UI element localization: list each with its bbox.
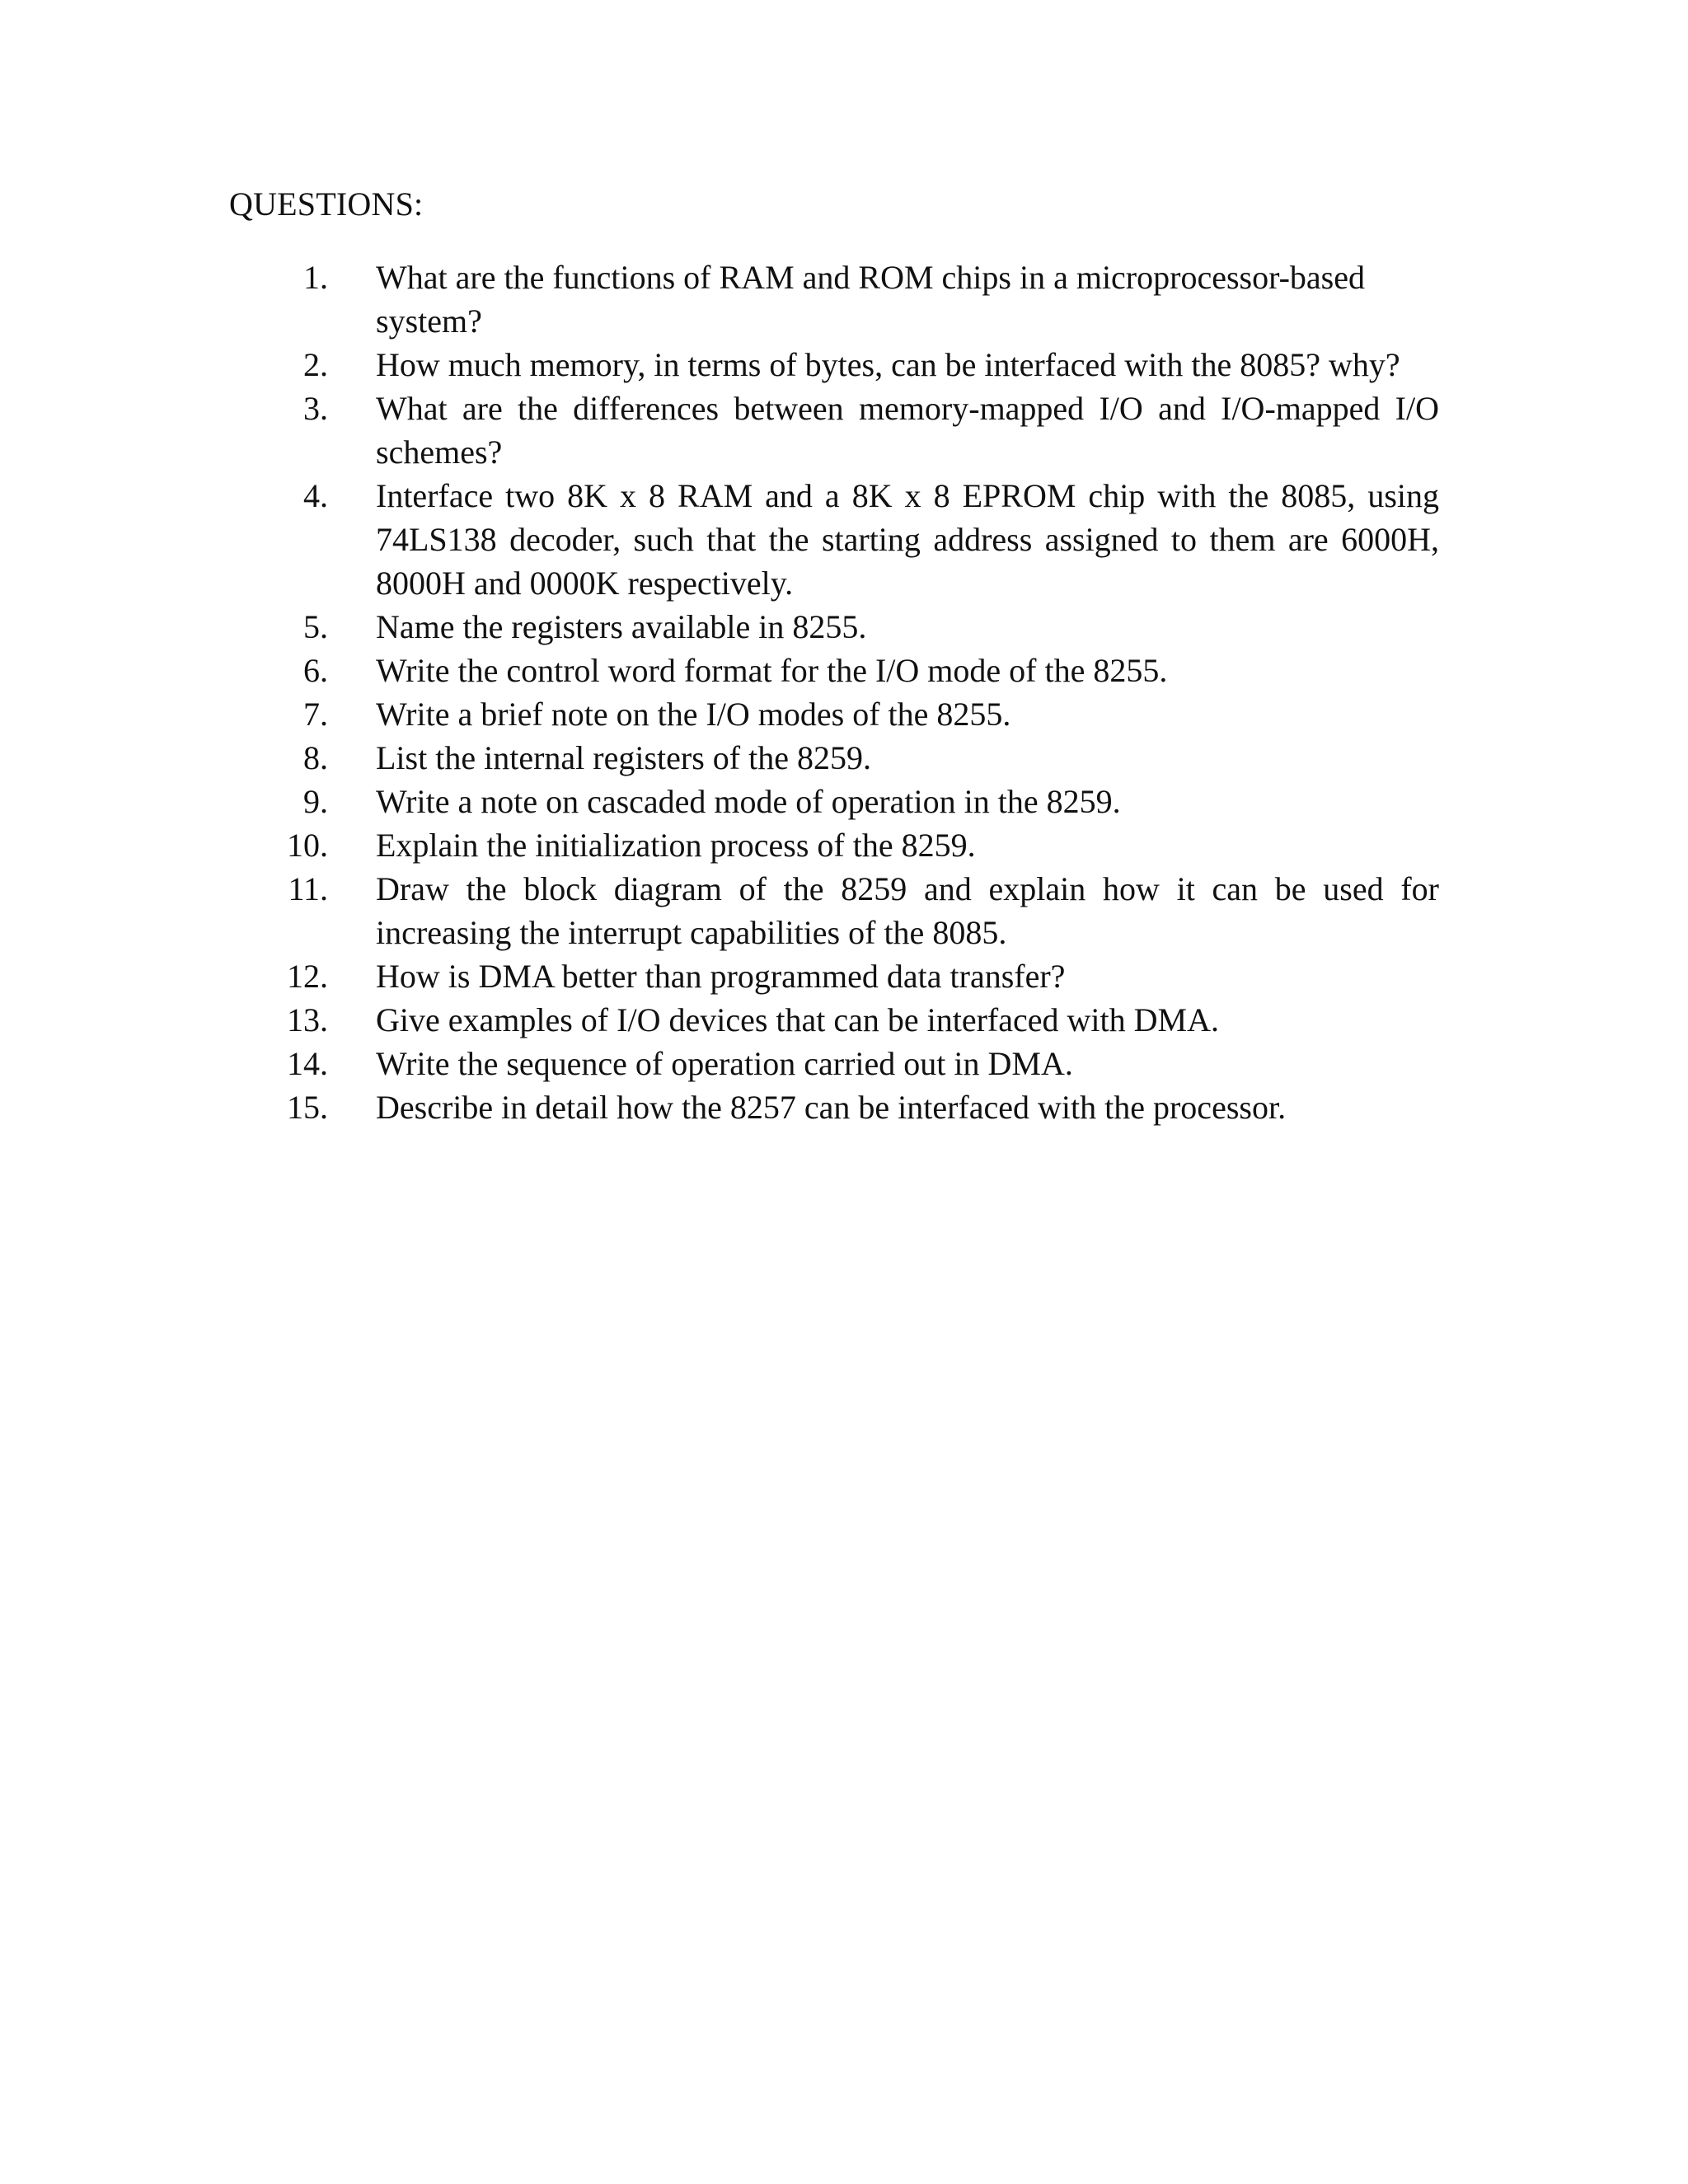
question-item-8 [277, 736, 1439, 780]
question-text: Describe in detail how the 8257 can be interfaced with the processor. [376, 1089, 1287, 1126]
question-number: 13. [287, 1001, 328, 1038]
question-text: How much memory, in terms of bytes, can be interfaced with the 8085? why? [376, 346, 1400, 383]
question-text: Draw the block diagram of the 8259 and explain how it can be used for increasing the interrupt capabilities of the 8085. [376, 870, 1439, 951]
question-number: 9. [303, 783, 328, 820]
question-text: Write a note on cascaded mode of operation in the 8259. [376, 783, 1121, 820]
question-number: 6. [303, 652, 328, 689]
question-number: 1. [303, 259, 328, 296]
question-item-9 [277, 780, 1439, 823]
question-item-2 [277, 343, 1439, 387]
question-text: Write the control word format for the I/O mode of the 8255. [376, 652, 1168, 689]
question-text: Write a brief note on the I/O modes of the 8255. [376, 696, 1011, 733]
question-item-6 [277, 649, 1439, 692]
question-text: Give examples of I/O devices that can be interfaced with DMA. [376, 1001, 1219, 1038]
question-text: How is DMA better than programmed data transfer? [376, 958, 1066, 995]
question-item-12 [277, 954, 1439, 998]
question-item-1 [277, 255, 1439, 343]
page-heading: QUESTIONS: [229, 185, 424, 223]
question-item-4 [277, 474, 1439, 605]
question-item-3 [277, 387, 1439, 474]
question-list [277, 255, 1439, 1129]
question-item-15 [277, 1085, 1439, 1129]
question-text: Explain the initialization process of the 8259. [376, 827, 976, 864]
question-number: 3. [303, 390, 328, 427]
question-text: What are the functions of RAM and ROM chips in a microprocessor-based system? [376, 259, 1365, 340]
question-item-10 [277, 823, 1439, 867]
question-number: 14. [287, 1045, 328, 1082]
question-number: 10. [287, 827, 328, 864]
question-number: 15. [287, 1089, 328, 1126]
question-number: 7. [303, 696, 328, 733]
question-number: 2. [303, 346, 328, 383]
question-item-5 [277, 605, 1439, 649]
question-text: Interface two 8K x 8 RAM and a 8K x 8 EPROM chip with the 8085, using 74LS138 decoder, such that the starting address assigned to them are 6000H, 8000H and 0000K respectively. [376, 477, 1439, 602]
question-item-7 [277, 692, 1439, 736]
question-text: Name the registers available in 8255. [376, 608, 867, 645]
question-number: 11. [288, 870, 328, 907]
question-number: 4. [303, 477, 328, 514]
question-text: List the internal registers of the 8259. [376, 739, 871, 776]
question-text: What are the differences between memory-mapped I/O and I/O-mapped I/O schemes? [376, 390, 1439, 471]
question-item-11 [277, 867, 1439, 954]
question-number: 5. [303, 608, 328, 645]
question-number: 12. [287, 958, 328, 995]
question-item-14 [277, 1042, 1439, 1085]
question-item-13 [277, 998, 1439, 1042]
question-number: 8. [303, 739, 328, 776]
question-text: Write the sequence of operation carried out in DMA. [376, 1045, 1073, 1082]
